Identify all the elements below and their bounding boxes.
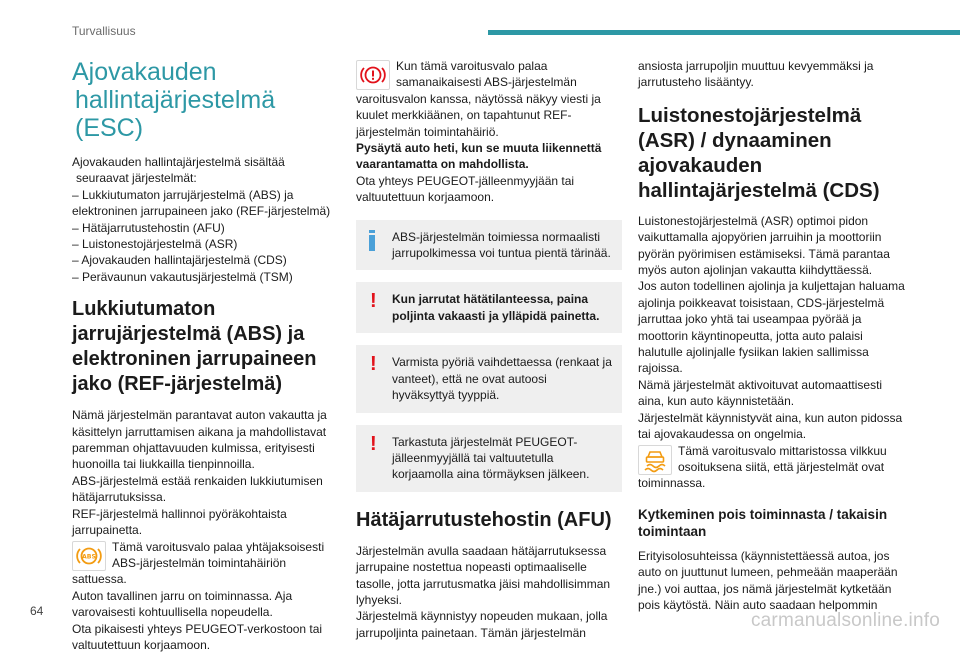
brake-warning-icon: [356, 60, 390, 90]
asr-text-2: Jos auton todellinen ajolinja ja kuljettajan haluama ajolinja poikkeavat toisistaan, CDS-järjestelmä jarruttaa joko yhtä tai useampaa pyörää ja moottorin käyntinopeutta, jotta auto palaisi halutulle ajolinjalle fysiikan lakien sallimissa rajoissa.: [638, 279, 905, 376]
exclamation-icon: !: [370, 432, 377, 455]
asr-text-4: Järjestelmät käynnistyvät aina, kun auton pidossa tai ajovakaudessa on ongelmia.: [638, 410, 903, 442]
info-icon: [369, 230, 375, 254]
header-accent-bar: [488, 30, 960, 35]
abs-warning-paragraph: ABS Tämä varoitusvalo palaa yhtäjaksoisesti ABS-järjestelmän toimintahäiriön sattuessa.: [72, 539, 325, 587]
section-label: Turvallisuus: [72, 24, 136, 38]
afu-title: Hätäjarrutustehostin (AFU): [356, 508, 612, 531]
note-tyres: ! Varmista pyöriä vaihdettaessa (renkaat ja vanteet), että ne ovat autoosi hyväksyttyä tyyppiä.: [356, 345, 622, 412]
note-check-after-collision: ! Tarkastuta järjestelmät PEUGEOT-jälleenmyyjällä tai valtuutetulla korjaamolla aina törmäyksen jälkeen.: [356, 425, 622, 492]
abs-text-5: Ota pikaisesti yhteys PEUGEOT-verkostoon tai valtuutettuun korjaamoon.: [72, 621, 323, 652]
column-2: [356, 58, 622, 641]
abs-text-1: Nämä järjestelmän parantavat auton vakautta ja käsittelyn jarruttamisen aikana ja mahdollistavat paremman ohjattavuuden kulmissa, erityisesti huonoilla tai liukkailla tienpinnoilla.: [72, 408, 327, 472]
column-1: [72, 58, 338, 653]
abs-text-2: ABS-järjestelmä estää renkaiden lukkiutumisen hätäjarrutuksissa.: [72, 473, 323, 505]
off-title: Kytkeminen pois toiminnasta / takaisin toimintaan: [638, 506, 888, 539]
afu-continued: ansiosta jarrupoljin muuttuu kevyemmäksi ja jarrutusteho lisääntyy.: [638, 59, 874, 90]
page-number: 64: [30, 604, 44, 618]
asr-title: Luistonestojärjestelmä (ASR) / dynaaminen ajovakauden hallintajärjestelmä (CDS): [638, 103, 880, 202]
brake-warning-bold: Pysäytä auto heti, kun se muuta liikennettä vaarantamatta on mahdollista.: [356, 141, 602, 172]
exclamation-icon: !: [370, 290, 377, 313]
abs-text-3: REF-järjestelmä hallinnoi pyöräkohtaista jarrupainetta.: [72, 506, 287, 538]
note-emergency-braking: ! Kun jarrutat hätätilanteessa, paina poljinta vakaasti ja ylläpidä painetta.: [356, 282, 622, 333]
exclamation-icon: !: [370, 353, 377, 376]
esc-title: Ajovakauden hallintajärjestelmä (ESC): [72, 58, 276, 142]
svg-text:ABS: ABS: [82, 553, 96, 561]
asr-text-3: Nämä järjestelmät aktivoituvat automaattisesti aina, kun auto käynnistetään.: [638, 377, 883, 409]
asr-text-1: Luistonestojärjestelmä (ASR) optimoi pidon vaikuttamalla ajopyörien jarruihin ja moottoriin pyörän pyörimisen estämiseksi. Tämä parantaa myös auton ajolinjan vakautta kiihdyttäessä.: [638, 213, 890, 278]
esc-list: – Lukkiutumaton jarrujärjestelmä (ABS) ja elektroninen jarrupaineen jako (REF-järjestelmä) – Hätäjarrutustehostin (AFU) – Luistonestojärjestelmä (ASR) – Ajovakauden hallintajärjestelmä (CDS) – Perävaunun vakautusjärjestelmä (TSM): [72, 187, 331, 284]
abs-title: Lukkiutumaton jarrujärjestelmä (ABS) ja elektroninen jarrupaineen jako (REF-järjestelmä): [72, 298, 317, 396]
watermark: carmanualsonline.info: [750, 610, 940, 631]
brake-warning-text: Ota yhteys PEUGEOT-jälleenmyyjään tai valtuutettuun korjaamoon.: [356, 173, 575, 205]
afu-text-1: Järjestelmän avulla saadaan hätäjarrutuksessa jarrupaine nostettua nopeasti optimaaliselle tasolle, jotta jarrutusmatka jäisi mahdollisimman lyhyeksi.: [356, 543, 611, 607]
column-3: [638, 58, 910, 613]
abs-warning-icon: [72, 541, 106, 571]
abs-text-4: Auton tavallinen jarru on toiminnassa. Aja varovaisesti kohtuullisella nopeudella.: [72, 588, 293, 620]
brake-warning-paragraph: Kun tämä varoitusvalo palaa samanaikaisesti ABS-järjestelmän varoitusvalon kanssa, näytössä näkyy viesti ja kuulet merkkiäänen, on tapahtunut REF-järjestelmän toimintahäiriö.: [356, 59, 601, 139]
off-text: Erityisolosuhteissa (käynnistettäessä autoa, jos auto on juuttunut lumeen, pehmeään maaperään jne.) voi auttaa, jos nämä järjestelmät kytketään pois käytöstä. Näin auto saadaan helpommin: [638, 548, 898, 612]
esc-intro: Ajovakauden hallintajärjestelmä sisältää seuraavat järjestelmät:: [72, 155, 285, 186]
traction-control-icon: [638, 445, 672, 475]
note-abs-vibration: ABS-järjestelmän toimiessa normaalisti jarrupolkimessa voi tuntua pientä tärinää.: [356, 220, 622, 271]
afu-text-2: Järjestelmä käynnistyy nopeuden mukaan, jolla jarrupoljinta painetaan. Tämän järjestelmän: [356, 609, 608, 640]
traction-warning-paragraph: Tämä varoitusvalo mittaristossa vilkkuu osoituksena siitä, että järjestelmät ovat toiminnassa.: [638, 443, 887, 491]
